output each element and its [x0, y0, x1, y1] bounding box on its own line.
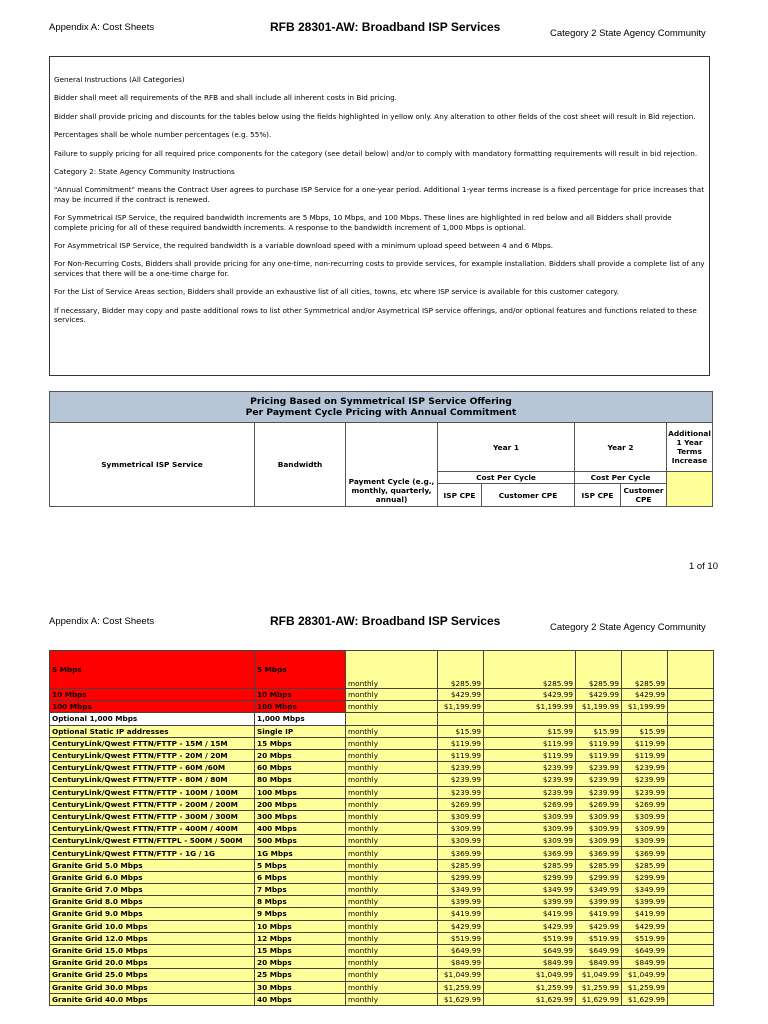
- customer-cpe-y2-cell[interactable]: $849.99: [622, 957, 668, 969]
- isp-cpe-y1-cell[interactable]: $15.99: [438, 725, 484, 737]
- isp-cpe-y2-cell[interactable]: $269.99: [576, 798, 622, 810]
- payment-cycle-cell[interactable]: monthly: [346, 871, 438, 883]
- table-row: [50, 823, 714, 835]
- payment-cycle-cell[interactable]: monthly: [346, 884, 438, 896]
- customer-cpe-y1-cell[interactable]: [484, 713, 576, 725]
- customer-cpe-y2-cell[interactable]: $419.99: [622, 908, 668, 920]
- customer-cpe-y1-cell[interactable]: $309.99: [484, 835, 576, 847]
- customer-cpe-y2-cell[interactable]: $309.99: [622, 835, 668, 847]
- customer-cpe-y1: Customer CPE: [482, 484, 575, 507]
- table-row: [50, 786, 714, 798]
- payment-cycle-cell[interactable]: monthly: [346, 774, 438, 786]
- instruction-para: "Annual Commitment" means the Contract User agrees to purchase ISP Service for a one-year period. Additional 1-year terms increase is a fixed percentage for price increases that may be incurred if the contract is renewed.: [54, 185, 705, 204]
- col-header-additional: Additional 1 Year Terms Increase: [667, 423, 713, 472]
- isp-cpe-y2-cell[interactable]: $1,259.99: [576, 981, 622, 993]
- service-cell[interactable]: CenturyLink/Qwest FTTN/FTTP - 15M / 15M: [50, 737, 255, 749]
- table-row: [50, 884, 714, 896]
- payment-cycle-cell[interactable]: monthly: [346, 749, 438, 761]
- additional-increase-cell[interactable]: [668, 981, 714, 993]
- isp-cpe-y1-cell[interactable]: $239.99: [438, 762, 484, 774]
- isp-cpe-y1-cell[interactable]: $309.99: [438, 835, 484, 847]
- bandwidth-cell[interactable]: 15 Mbps: [255, 944, 346, 956]
- customer-cpe-y1-cell[interactable]: $429.99: [484, 689, 576, 701]
- bandwidth-cell[interactable]: 80 Mbps: [255, 774, 346, 786]
- page2-header-title: RFB 28301-AW: Broadband ISP Services: [270, 614, 501, 628]
- additional-increase-cell[interactable]: [668, 847, 714, 859]
- service-cell[interactable]: Granite Grid 30.0 Mbps: [50, 981, 255, 993]
- additional-increase-cell[interactable]: [668, 810, 714, 822]
- service-cell[interactable]: Granite Grid 9.0 Mbps: [50, 908, 255, 920]
- isp-cpe-y1-cell[interactable]: $649.99: [438, 944, 484, 956]
- isp-cpe-y1-cell[interactable]: $309.99: [438, 810, 484, 822]
- additional-increase-cell[interactable]: [668, 713, 714, 725]
- bandwidth-cell[interactable]: Single IP: [255, 725, 346, 737]
- table-row: [50, 993, 714, 1005]
- isp-cpe-y2-cell[interactable]: $349.99: [576, 884, 622, 896]
- payment-cycle-cell[interactable]: monthly: [346, 651, 438, 689]
- payment-cycle-cell[interactable]: monthly: [346, 957, 438, 969]
- customer-cpe-y1-cell[interactable]: $119.99: [484, 749, 576, 761]
- bandwidth-cell[interactable]: 12 Mbps: [255, 932, 346, 944]
- additional-increase-cell[interactable]: [668, 798, 714, 810]
- payment-cycle-cell[interactable]: monthly: [346, 737, 438, 749]
- customer-cpe-y2: Customer CPE: [621, 484, 667, 507]
- isp-cpe-y1-cell[interactable]: $1,629.99: [438, 993, 484, 1005]
- customer-cpe-y1-cell[interactable]: $269.99: [484, 798, 576, 810]
- service-cell[interactable]: Granite Grid 20.0 Mbps: [50, 957, 255, 969]
- bandwidth-cell[interactable]: 100 Mbps: [255, 786, 346, 798]
- isp-cpe-y2-cell[interactable]: $419.99: [576, 908, 622, 920]
- bandwidth-cell[interactable]: 40 Mbps: [255, 993, 346, 1005]
- bandwidth-cell[interactable]: 9 Mbps: [255, 908, 346, 920]
- additional-increase-cell[interactable]: [668, 884, 714, 896]
- customer-cpe-y2-cell[interactable]: $1,259.99: [622, 981, 668, 993]
- additional-increase-input[interactable]: [667, 472, 713, 507]
- bandwidth-cell[interactable]: 30 Mbps: [255, 981, 346, 993]
- service-cell: 10 Mbps: [50, 689, 255, 701]
- service-cell[interactable]: Granite Grid 6.0 Mbps: [50, 871, 255, 883]
- table-row: [50, 651, 714, 689]
- table-row: [50, 847, 714, 859]
- cost-per-cycle-y2: Cost Per Cycle: [575, 472, 667, 484]
- bandwidth-cell: 5 Mbps: [255, 651, 346, 689]
- table-row: [50, 725, 714, 737]
- pricing-data-table: [49, 650, 714, 1006]
- table-row: [50, 737, 714, 749]
- customer-cpe-y2-cell[interactable]: $1,199.99: [622, 701, 668, 713]
- isp-cpe-y2-cell[interactable]: $285.99: [576, 651, 622, 689]
- bandwidth-cell: 1,000 Mbps: [255, 713, 346, 725]
- isp-cpe-y2: ISP CPE: [575, 484, 621, 507]
- service-cell[interactable]: CenturyLink/Qwest FTTN/FTTPL - 500M / 500M: [50, 835, 255, 847]
- table-row: [50, 981, 714, 993]
- payment-cycle-cell[interactable]: monthly: [346, 798, 438, 810]
- customer-cpe-y2-cell[interactable]: $285.99: [622, 651, 668, 689]
- isp-cpe-y1-cell[interactable]: $429.99: [438, 689, 484, 701]
- payment-cycle-cell[interactable]: monthly: [346, 835, 438, 847]
- instruction-para: Category 2: State Agency Community Instructions: [54, 167, 235, 177]
- bandwidth-cell[interactable]: 60 Mbps: [255, 762, 346, 774]
- bandwidth-cell: 10 Mbps: [255, 689, 346, 701]
- isp-cpe-y2-cell[interactable]: [576, 713, 622, 725]
- bandwidth-cell[interactable]: 15 Mbps: [255, 737, 346, 749]
- service-cell: 100 Mbps: [50, 701, 255, 713]
- customer-cpe-y2-cell[interactable]: $299.99: [622, 871, 668, 883]
- service-cell[interactable]: CenturyLink/Qwest FTTN/FTTP - 400M / 400M: [50, 823, 255, 835]
- table-row: [50, 871, 714, 883]
- bandwidth-cell[interactable]: 1G Mbps: [255, 847, 346, 859]
- payment-cycle-cell[interactable]: monthly: [346, 981, 438, 993]
- payment-cycle-cell[interactable]: [346, 713, 438, 725]
- payment-cycle-cell[interactable]: monthly: [346, 908, 438, 920]
- service-cell[interactable]: Granite Grid 5.0 Mbps: [50, 859, 255, 871]
- col-header-year1: Year 1: [438, 423, 575, 472]
- isp-cpe-y1-cell[interactable]: $299.99: [438, 871, 484, 883]
- isp-cpe-y2-cell[interactable]: $239.99: [576, 786, 622, 798]
- customer-cpe-y1-cell[interactable]: $299.99: [484, 871, 576, 883]
- isp-cpe-y2-cell[interactable]: $309.99: [576, 823, 622, 835]
- customer-cpe-y2-cell[interactable]: $15.99: [622, 725, 668, 737]
- payment-cycle-cell[interactable]: monthly: [346, 810, 438, 822]
- payment-cycle-cell[interactable]: monthly: [346, 896, 438, 908]
- customer-cpe-y2-cell[interactable]: $649.99: [622, 944, 668, 956]
- instructions-box: [49, 56, 710, 376]
- customer-cpe-y1-cell[interactable]: $1,259.99: [484, 981, 576, 993]
- service-cell[interactable]: CenturyLink/Qwest FTTN/FTTP - 300M / 300M: [50, 810, 255, 822]
- isp-cpe-y2-cell[interactable]: $119.99: [576, 737, 622, 749]
- isp-cpe-y1-cell[interactable]: [438, 713, 484, 725]
- cost-per-cycle-y1: Cost Per Cycle: [438, 472, 575, 484]
- bandwidth-cell[interactable]: 200 Mbps: [255, 798, 346, 810]
- isp-cpe-y2-cell[interactable]: $369.99: [576, 847, 622, 859]
- isp-cpe-y1-cell[interactable]: $285.99: [438, 651, 484, 689]
- table-row: [50, 920, 714, 932]
- service-cell: Optional 1,000 Mbps: [50, 713, 255, 725]
- customer-cpe-y1-cell[interactable]: $309.99: [484, 823, 576, 835]
- customer-cpe-y2-cell[interactable]: $309.99: [622, 823, 668, 835]
- customer-cpe-y1-cell[interactable]: $239.99: [484, 762, 576, 774]
- isp-cpe-y2-cell[interactable]: $1,049.99: [576, 969, 622, 981]
- isp-cpe-y2-cell[interactable]: $429.99: [576, 689, 622, 701]
- col-header-payment-cycle: Payment Cycle (e.g., monthly, quarterly, annual): [346, 423, 438, 507]
- isp-cpe-y1-cell[interactable]: $285.99: [438, 859, 484, 871]
- page1-header-left: Appendix A: Cost Sheets: [49, 22, 155, 33]
- isp-cpe-y1-cell[interactable]: $309.99: [438, 823, 484, 835]
- isp-cpe-y2-cell[interactable]: $309.99: [576, 835, 622, 847]
- table-row: [50, 944, 714, 956]
- isp-cpe-y1-cell[interactable]: $429.99: [438, 920, 484, 932]
- service-cell[interactable]: CenturyLink/Qwest FTTN/FTTP - 200M / 200M: [50, 798, 255, 810]
- col-header-service: Symmetrical ISP Service: [50, 423, 255, 507]
- instruction-para: Failure to supply pricing for all required price components for the category (see detail below) and/or to comply with mandatory formatting requirements will result in bid rejection.: [54, 148, 698, 158]
- payment-cycle-cell[interactable]: monthly: [346, 932, 438, 944]
- pricing-title-line1: Pricing Based on Symmetrical ISP Service Offering: [250, 396, 512, 407]
- isp-cpe-y1-cell[interactable]: $119.99: [438, 737, 484, 749]
- additional-increase-cell[interactable]: [668, 651, 714, 689]
- instruction-para: For the List of Service Areas section, Bidders shall provide an exhaustive list of all cities, towns, etc where ISP service is available for this customer category.: [54, 287, 619, 297]
- isp-cpe-y1-cell[interactable]: $239.99: [438, 786, 484, 798]
- customer-cpe-y2-cell[interactable]: $119.99: [622, 737, 668, 749]
- isp-cpe-y2-cell[interactable]: $239.99: [576, 774, 622, 786]
- additional-increase-cell[interactable]: [668, 871, 714, 883]
- payment-cycle-cell[interactable]: monthly: [346, 689, 438, 701]
- customer-cpe-y2-cell[interactable]: $349.99: [622, 884, 668, 896]
- table-row: [50, 859, 714, 871]
- additional-increase-cell[interactable]: [668, 786, 714, 798]
- payment-cycle-cell[interactable]: monthly: [346, 859, 438, 871]
- service-cell[interactable]: Granite Grid 40.0 Mbps: [50, 993, 255, 1005]
- customer-cpe-y2-cell[interactable]: $369.99: [622, 847, 668, 859]
- customer-cpe-y1-cell[interactable]: $285.99: [484, 859, 576, 871]
- bandwidth-cell[interactable]: 20 Mbps: [255, 749, 346, 761]
- service-cell[interactable]: Granite Grid 12.0 Mbps: [50, 932, 255, 944]
- service-cell[interactable]: Optional Static IP addresses: [50, 725, 255, 737]
- isp-cpe-y2-cell[interactable]: $429.99: [576, 920, 622, 932]
- payment-cycle-cell[interactable]: monthly: [346, 762, 438, 774]
- customer-cpe-y1-cell[interactable]: $285.99: [484, 651, 576, 689]
- service-cell[interactable]: CenturyLink/Qwest FTTN/FTTP - 60M /60M: [50, 762, 255, 774]
- page1-header-title: RFB 28301-AW: Broadband ISP Services: [270, 20, 501, 34]
- customer-cpe-y2-cell[interactable]: $429.99: [622, 689, 668, 701]
- isp-cpe-y2-cell[interactable]: $15.99: [576, 725, 622, 737]
- service-cell: 5 Mbps: [50, 651, 255, 689]
- customer-cpe-y2-cell[interactable]: $519.99: [622, 932, 668, 944]
- instruction-para: Percentages shall be whole number percentages (e.g. 55%).: [54, 130, 272, 140]
- table-row: [50, 932, 714, 944]
- service-cell[interactable]: CenturyLink/Qwest FTTN/FTTP - 100M / 100M: [50, 786, 255, 798]
- bandwidth-cell[interactable]: 25 Mbps: [255, 969, 346, 981]
- bandwidth-cell[interactable]: 7 Mbps: [255, 884, 346, 896]
- customer-cpe-y2-cell[interactable]: $285.99: [622, 859, 668, 871]
- isp-cpe-y1-cell[interactable]: $399.99: [438, 896, 484, 908]
- isp-cpe-y2-cell[interactable]: $239.99: [576, 762, 622, 774]
- isp-cpe-y2-cell[interactable]: $1,199.99: [576, 701, 622, 713]
- customer-cpe-y2-cell[interactable]: $269.99: [622, 798, 668, 810]
- instruction-para: General Instructions (All Categories): [54, 75, 185, 84]
- instruction-para: For Non-Recurring Costs, Bidders shall provide pricing for any one-time, non-recurring costs to provide services, for example installation. Bidders shall provide a complete list of any services that there will be a one-time charge for.: [54, 259, 705, 278]
- additional-increase-cell[interactable]: [668, 835, 714, 847]
- customer-cpe-y2-cell[interactable]: [622, 713, 668, 725]
- service-cell[interactable]: Granite Grid 8.0 Mbps: [50, 896, 255, 908]
- isp-cpe-y1-cell[interactable]: $849.99: [438, 957, 484, 969]
- isp-cpe-y1-cell[interactable]: $269.99: [438, 798, 484, 810]
- customer-cpe-y1-cell[interactable]: $429.99: [484, 920, 576, 932]
- additional-increase-cell[interactable]: [668, 859, 714, 871]
- customer-cpe-y2-cell[interactable]: $429.99: [622, 920, 668, 932]
- customer-cpe-y1-cell[interactable]: $849.99: [484, 957, 576, 969]
- customer-cpe-y1-cell[interactable]: $309.99: [484, 810, 576, 822]
- additional-increase-cell[interactable]: [668, 689, 714, 701]
- bandwidth-cell: 100 Mbps: [255, 701, 346, 713]
- table-row: [50, 762, 714, 774]
- table-row: [50, 774, 714, 786]
- table-row: [50, 896, 714, 908]
- isp-cpe-y2-cell[interactable]: $299.99: [576, 871, 622, 883]
- additional-increase-cell[interactable]: [668, 920, 714, 932]
- bandwidth-cell[interactable]: 300 Mbps: [255, 810, 346, 822]
- instruction-para: For Symmetrical ISP Service, the required bandwidth increments are 5 Mbps, 10 Mbps, and 100 Mbps. These lines are highlighted in red below and all Bidders shall provide complete pricing for all of these required bandwidth increments. A response to the bandwidth increment of 1,000 Mbps is optional.: [54, 213, 672, 232]
- table-row: [50, 798, 714, 810]
- page-number: 1 of 10: [688, 561, 718, 572]
- isp-cpe-y2-cell[interactable]: $849.99: [576, 957, 622, 969]
- isp-cpe-y1-cell[interactable]: $239.99: [438, 774, 484, 786]
- table-row: [50, 957, 714, 969]
- service-cell[interactable]: CenturyLink/Qwest FTTN/FTTP - 20M / 20M: [50, 749, 255, 761]
- additional-increase-cell[interactable]: [668, 957, 714, 969]
- customer-cpe-y2-cell[interactable]: $1,049.99: [622, 969, 668, 981]
- bandwidth-cell[interactable]: 20 Mbps: [255, 957, 346, 969]
- service-cell[interactable]: CenturyLink/Qwest FTTN/FTTP - 1G / 1G: [50, 847, 255, 859]
- service-cell[interactable]: Granite Grid 25.0 Mbps: [50, 969, 255, 981]
- customer-cpe-y1-cell[interactable]: $1,049.99: [484, 969, 576, 981]
- instruction-para: If necessary, Bidder may copy and paste additional rows to list other Symmetrical and/or Asymetrical ISP service offerings, and/or optional features and functions related to these services.: [54, 305, 697, 325]
- payment-cycle-cell[interactable]: monthly: [346, 993, 438, 1005]
- page2-header-left: Appendix A: Cost Sheets: [49, 616, 155, 627]
- table-row: [50, 713, 714, 725]
- payment-cycle-cell[interactable]: monthly: [346, 944, 438, 956]
- customer-cpe-y2-cell[interactable]: $239.99: [622, 774, 668, 786]
- table-row: [50, 908, 714, 920]
- instruction-para: Bidder shall meet all requirements of the RFB and shall include all inherent costs in Bid pricing.: [54, 93, 397, 103]
- isp-cpe-y2-cell[interactable]: $285.99: [576, 859, 622, 871]
- isp-cpe-y1-cell[interactable]: $419.99: [438, 908, 484, 920]
- isp-cpe-y1-cell[interactable]: $1,199.99: [438, 701, 484, 713]
- isp-cpe-y2-cell[interactable]: $1,629.99: [576, 993, 622, 1005]
- bandwidth-cell[interactable]: 400 Mbps: [255, 823, 346, 835]
- isp-cpe-y2-cell[interactable]: $399.99: [576, 896, 622, 908]
- payment-cycle-cell[interactable]: monthly: [346, 847, 438, 859]
- isp-cpe-y2-cell[interactable]: $519.99: [576, 932, 622, 944]
- isp-cpe-y2-cell[interactable]: $119.99: [576, 749, 622, 761]
- pricing-header-table: [49, 391, 713, 507]
- customer-cpe-y2-cell[interactable]: $239.99: [622, 762, 668, 774]
- bandwidth-cell[interactable]: 5 Mbps: [255, 859, 346, 871]
- additional-increase-cell[interactable]: [668, 701, 714, 713]
- col-header-year2: Year 2: [575, 423, 667, 472]
- additional-increase-cell[interactable]: [668, 932, 714, 944]
- isp-cpe-y1-cell[interactable]: $519.99: [438, 932, 484, 944]
- customer-cpe-y2-cell[interactable]: $309.99: [622, 810, 668, 822]
- bandwidth-cell[interactable]: 500 Mbps: [255, 835, 346, 847]
- instruction-para: Bidder shall provide pricing and discounts for the tables below using the fields highlighted in yellow only. Any alteration to other fields of the cost sheet will result in Bid rejection.: [54, 111, 696, 121]
- pricing-title-line2: Per Payment Cycle Pricing with Annual Commitment: [245, 407, 517, 418]
- customer-cpe-y1-cell[interactable]: $369.99: [484, 847, 576, 859]
- table-row: [50, 810, 714, 822]
- additional-increase-cell[interactable]: [668, 725, 714, 737]
- additional-increase-cell[interactable]: [668, 762, 714, 774]
- customer-cpe-y2-cell[interactable]: $239.99: [622, 786, 668, 798]
- additional-increase-cell[interactable]: [668, 908, 714, 920]
- customer-cpe-y1-cell[interactable]: $239.99: [484, 786, 576, 798]
- additional-increase-cell[interactable]: [668, 823, 714, 835]
- payment-cycle-cell[interactable]: monthly: [346, 823, 438, 835]
- table-row: [50, 969, 714, 981]
- customer-cpe-y1-cell[interactable]: $649.99: [484, 944, 576, 956]
- isp-cpe-y1: ISP CPE: [438, 484, 482, 507]
- additional-increase-cell[interactable]: [668, 896, 714, 908]
- isp-cpe-y1-cell[interactable]: $1,259.99: [438, 981, 484, 993]
- service-cell[interactable]: Granite Grid 10.0 Mbps: [50, 920, 255, 932]
- payment-cycle-cell[interactable]: monthly: [346, 920, 438, 932]
- isp-cpe-y2-cell[interactable]: $649.99: [576, 944, 622, 956]
- isp-cpe-y1-cell[interactable]: $119.99: [438, 749, 484, 761]
- pricing-table-title: [50, 392, 713, 423]
- service-cell[interactable]: Granite Grid 15.0 Mbps: [50, 944, 255, 956]
- customer-cpe-y2-cell[interactable]: $1,629.99: [622, 993, 668, 1005]
- additional-increase-cell[interactable]: [668, 944, 714, 956]
- table-row: [50, 701, 714, 713]
- additional-increase-cell[interactable]: [668, 774, 714, 786]
- isp-cpe-y2-cell[interactable]: $309.99: [576, 810, 622, 822]
- customer-cpe-y2-cell[interactable]: $119.99: [622, 749, 668, 761]
- bandwidth-cell[interactable]: 8 Mbps: [255, 896, 346, 908]
- payment-cycle-cell[interactable]: monthly: [346, 786, 438, 798]
- bandwidth-cell[interactable]: 10 Mbps: [255, 920, 346, 932]
- page2-header-right: Category 2 State Agency Community: [550, 622, 706, 633]
- instruction-para: For Asymmetrical ISP Service, the required bandwidth is a variable download speed with a minimum upload speed between 4 and 6 Mbps.: [54, 241, 554, 251]
- isp-cpe-y1-cell[interactable]: $1,049.99: [438, 969, 484, 981]
- col-header-bandwidth: Bandwidth: [255, 423, 346, 507]
- bandwidth-cell[interactable]: 6 Mbps: [255, 871, 346, 883]
- customer-cpe-y1-cell[interactable]: $349.99: [484, 884, 576, 896]
- payment-cycle-cell[interactable]: monthly: [346, 701, 438, 713]
- customer-cpe-y1-cell[interactable]: $119.99: [484, 737, 576, 749]
- payment-cycle-cell[interactable]: monthly: [346, 969, 438, 981]
- customer-cpe-y1-cell[interactable]: $399.99: [484, 896, 576, 908]
- table-row: [50, 689, 714, 701]
- page1-header-right: Category 2 State Agency Community: [550, 28, 706, 39]
- customer-cpe-y1-cell[interactable]: $15.99: [484, 725, 576, 737]
- customer-cpe-y1-cell[interactable]: $519.99: [484, 932, 576, 944]
- service-cell[interactable]: CenturyLink/Qwest FTTN/FTTP - 80M / 80M: [50, 774, 255, 786]
- additional-increase-cell[interactable]: [668, 749, 714, 761]
- customer-cpe-y1-cell[interactable]: $1,199.99: [484, 701, 576, 713]
- table-row: [50, 835, 714, 847]
- payment-cycle-cell[interactable]: monthly: [346, 725, 438, 737]
- table-row: [50, 749, 714, 761]
- additional-increase-cell[interactable]: [668, 993, 714, 1005]
- customer-cpe-y1-cell[interactable]: $419.99: [484, 908, 576, 920]
- isp-cpe-y1-cell[interactable]: $369.99: [438, 847, 484, 859]
- isp-cpe-y1-cell[interactable]: $349.99: [438, 884, 484, 896]
- additional-increase-cell[interactable]: [668, 969, 714, 981]
- customer-cpe-y1-cell[interactable]: $1,629.99: [484, 993, 576, 1005]
- customer-cpe-y1-cell[interactable]: $239.99: [484, 774, 576, 786]
- service-cell[interactable]: Granite Grid 7.0 Mbps: [50, 884, 255, 896]
- additional-increase-cell[interactable]: [668, 737, 714, 749]
- customer-cpe-y2-cell[interactable]: $399.99: [622, 896, 668, 908]
